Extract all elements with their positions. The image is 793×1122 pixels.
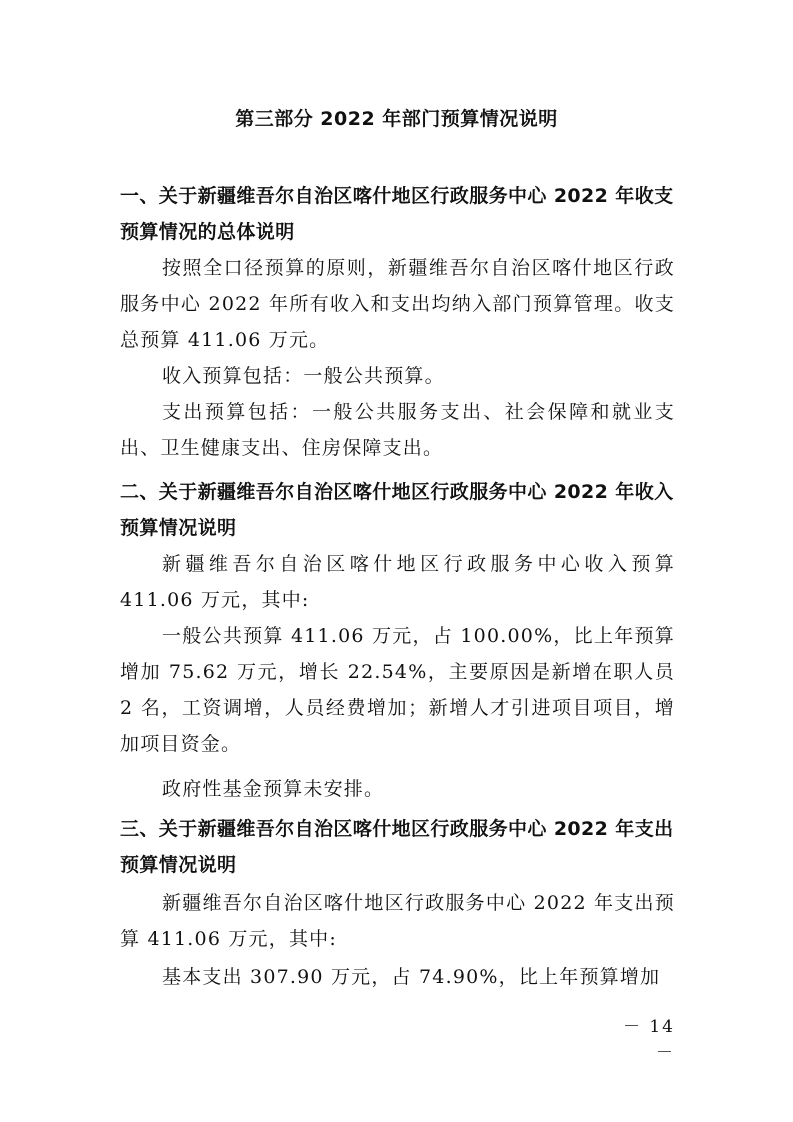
page-number: － 14 － [622, 1017, 675, 1063]
paragraph: 新疆维吾尔自治区喀什地区行政服务中心 2022 年支出预算 411.06 万元，其中: [120, 892, 675, 950]
section-heading-3: 三、关于新疆维吾尔自治区喀什地区行政服务中心 2022 年支出预算情况说明 [120, 818, 674, 876]
paragraph: 新疆维吾尔自治区喀什地区行政服务中心收入预算 411.06 万元，其中: [120, 553, 675, 611]
paragraph: 收入预算包括：一般公共预算。 [162, 365, 445, 387]
section-heading-1: 一、关于新疆维吾尔自治区喀什地区行政服务中心 2022 年收支预算情况的总体说明 [120, 185, 674, 243]
paragraph: 基本支出 307.90 万元，占 74.90%，比上年预算增加 [162, 966, 661, 988]
paragraph: 支出预算包括：一般公共服务支出、社会保障和就业支出、卫生健康支出、住房保障支出。 [120, 401, 675, 459]
page-title: 第三部分 2022 年部门预算情况说明 [235, 108, 558, 130]
paragraph: 一般公共预算 411.06 万元，占 100.00%，比上年预算增加 75.62 万元，增长 22.54%，主要原因是新增在职人员 2 名，工资调增，人员经费增加；新增人才引进项目项目，增加项目资金。 [120, 625, 675, 755]
paragraph: 政府性基金预算未安排。 [162, 778, 385, 800]
section-heading-2: 二、关于新疆维吾尔自治区喀什地区行政服务中心 2022 年收入预算情况说明 [120, 481, 674, 539]
paragraph: 按照全口径预算的原则，新疆维吾尔自治区喀什地区行政服务中心 2022 年所有收入和支出均纳入部门预算管理。收支总预算 411.06 万元。 [120, 257, 675, 351]
